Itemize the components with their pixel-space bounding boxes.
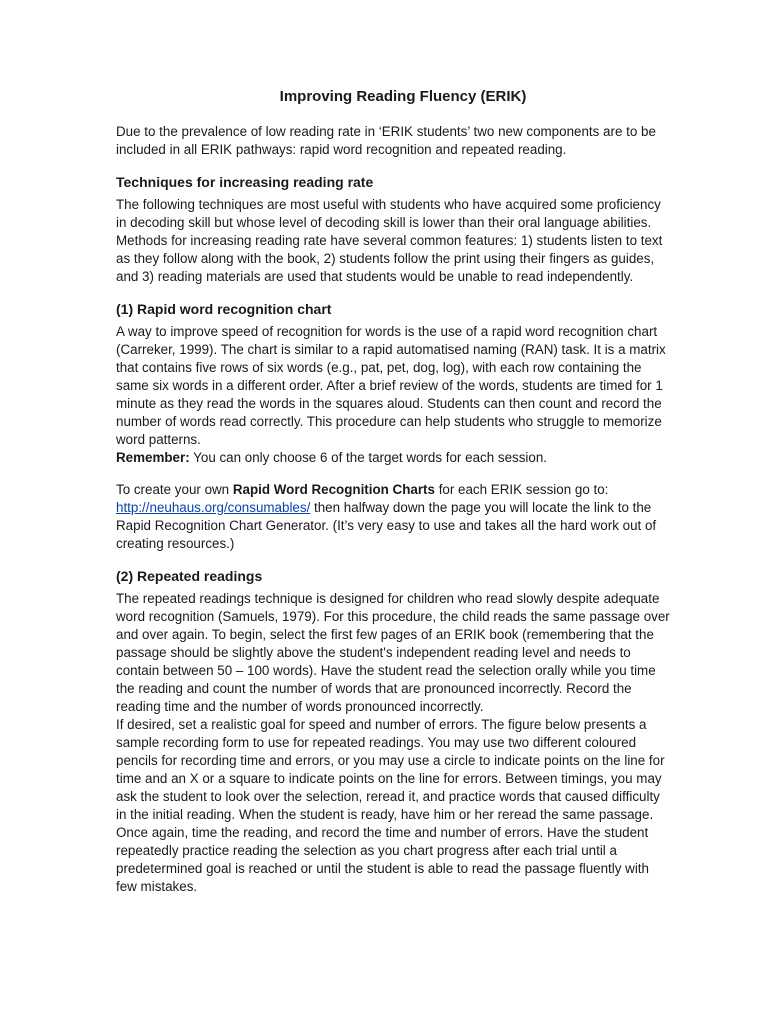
create-mid: for each ERIK session go to: — [434, 482, 609, 497]
remember-text: You can only choose 6 of the target words for each session. — [189, 450, 547, 465]
intro-paragraph: Due to the prevalence of low reading rate in ‘ERIK students’ two new components are to be included in all ERIK pathways: rapid word recognition and repeated reading. — [116, 124, 656, 157]
remember-label: Remember: — [116, 450, 190, 465]
techniques-paragraph: The following techniques are most useful with students who have acquired some proficiency in decoding skill but whose level of decoding skill is lower than their oral language abilities. Methods for increasing reading rate have several common features: 1) students listen to text as they follow along with the book, 2) students follow the print using their fingers as guides, and 3) reading materials are used that students would be unable to read independently. — [116, 197, 663, 284]
rapid-heading: (1) Rapid word recognition chart — [116, 301, 332, 317]
remember-line — [116, 449, 670, 467]
repeated-paragraph-1: The repeated readings technique is designed for children who read slowly despite adequate word recognition (Samuels, 1979). For this procedure, the child reads the same passage over and over again. To begin, select the first few pages of an ERIK book (remembering that the passage should be slightly above the student's independent reading level and needs to contain between 50 – 100 words). Have the student read the selection orally while you time the reading and count the number of words that are pronounced incorrectly. Record the reading time and the number of words pronounced incorrectly. — [116, 591, 670, 714]
create-prefix: To create your own — [116, 482, 233, 497]
repeated-heading: (2) Repeated readings — [116, 568, 263, 584]
neuhaus-link[interactable]: http://neuhaus.org/consumables/ — [116, 500, 311, 515]
create-charts-paragraph — [116, 481, 670, 553]
create-suffix: then halfway down the page you will locate the link to the Rapid Recognition Chart Generator. (It’s very easy to use and takes all the hard work out of creating resources.) — [116, 500, 657, 551]
page-title: Improving Reading Fluency (ERIK) — [279, 88, 527, 105]
rapid-paragraph: A way to improve speed of recognition for words is the use of a rapid word recognition chart (Carreker, 1999). The chart is similar to a rapid automatised naming (RAN) task. It is a matrix that contains five rows of six words (e.g., pat, pet, dog, log), with each row containing the same six words in a different order. After a brief review of the words, students are timed for 1 minute as they read the words in the squares aloud. Students can then count and record the number of words read correctly. This procedure can help students who struggle to memorize word patterns. — [116, 324, 666, 447]
create-bold: Rapid Word Recognition Charts — [232, 482, 435, 497]
repeated-paragraph-2: If desired, set a realistic goal for speed and number of errors. The figure below presents a sample recording form to use for repeated readings. You may use two different coloured pencils for recording time and errors, or you may use a circle to indicate points on the line for time and an X or a square to indicate points on the line for errors. Between timings, you may ask the student to look over the selection, reread it, and practice words that caused difficulty in the initial reading. When the student is ready, have him or her reread the same passage. Once again, time the reading, and record the time and number of errors. Have the student repeatedly practice reading the selection as you chart progress after each trial until a predetermined goal is reached or until the student is able to read the passage fluently with few mistakes. — [116, 717, 665, 894]
techniques-heading: Techniques for increasing reading rate — [116, 174, 374, 190]
